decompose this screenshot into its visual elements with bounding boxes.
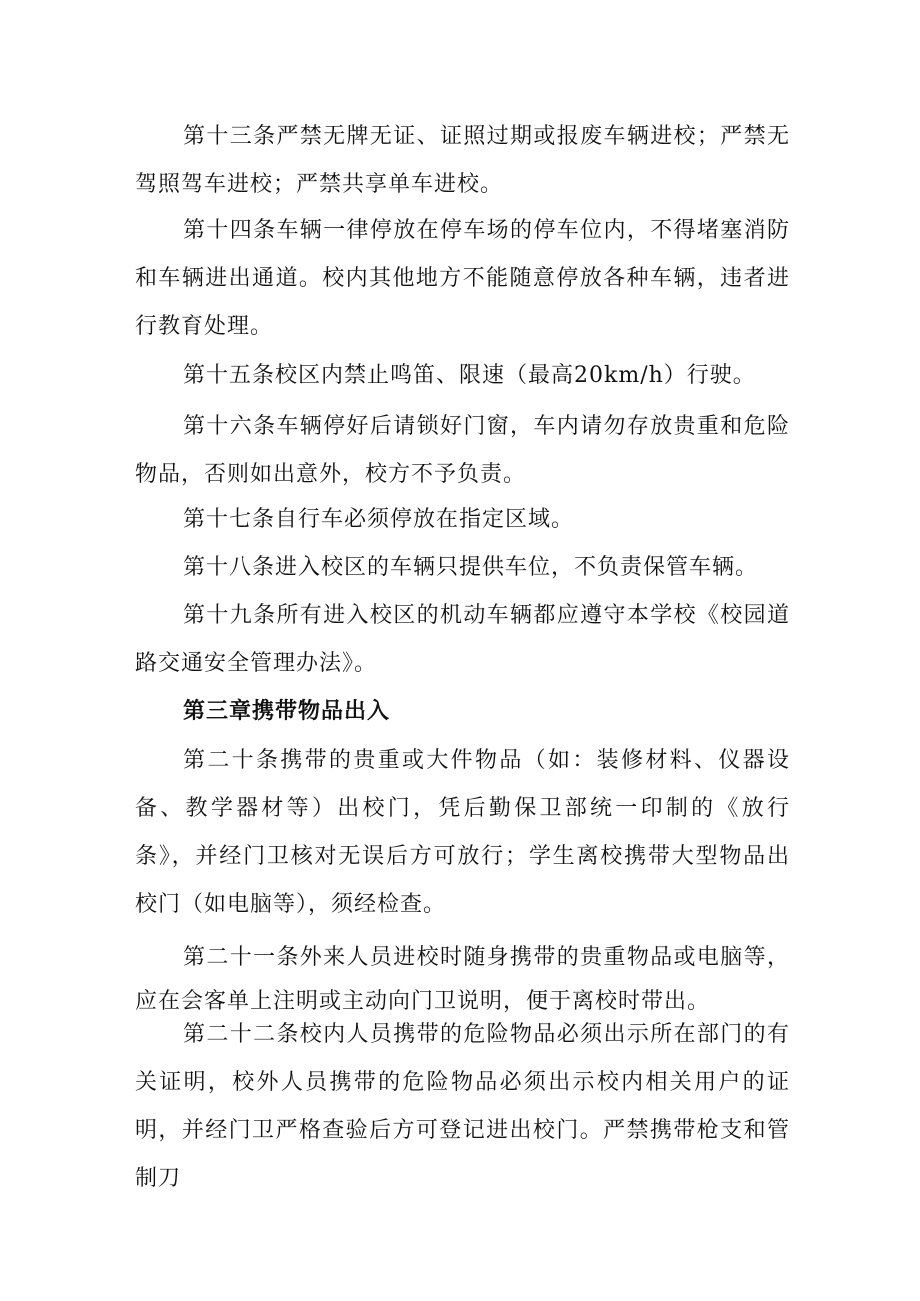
article-13: 第十三条严禁无牌无证、证照过期或报废车辆进校；严禁无驾照驾车进校；严禁共享单车进校。 [135, 124, 790, 197]
article-19: 第十九条所有进入校区的机动车辆都应遵守本学校《校园道路交通安全管理办法》。 [135, 603, 790, 676]
article-20: 第二十条携带的贵重或大件物品（如：装修材料、仪器设备、教学器材等）出校门，凭后勤保卫部统一印制的《放行条》，并经门卫核对无误后方可放行；学生离校携带大型物品出校门（如电脑等），须经检查。 [135, 748, 790, 917]
article-17: 第十七条自行车必须停放在指定区域。 [183, 507, 575, 532]
article-15: 第十五条校区内禁止鸣笛、限速（最高20km/h）行驶。 [183, 363, 756, 388]
article-14: 第十四条车辆一律停放在停车场的停车位内，不得堵塞消防和车辆进出通道。校内其他地方不能随意停放各种车辆，违者进行教育处理。 [135, 218, 790, 339]
chapter-heading: 第三章携带物品出入 [183, 699, 391, 724]
article-22: 第二十二条校内人员携带的危险物品必须出示所在部门的有关证明，校外人员携带的危险物品必须出示校内相关用户的证明，并经门卫严格查验后方可登记进出校门。严禁携带枪支和管制刀 [135, 1022, 790, 1191]
article-21: 第二十一条外来人员进校时随身携带的贵重物品或电脑等，应在会客单上注明或主动向门卫说明，便于离校时带出。 [135, 945, 790, 1014]
article-16: 第十六条车辆停好后请锁好门窗，车内请勿存放贵重和危险物品，否则如出意外，校方不予负责。 [135, 414, 790, 487]
article-18: 第十八条进入校区的车辆只提供车位，不负责保管车辆。 [183, 555, 759, 580]
